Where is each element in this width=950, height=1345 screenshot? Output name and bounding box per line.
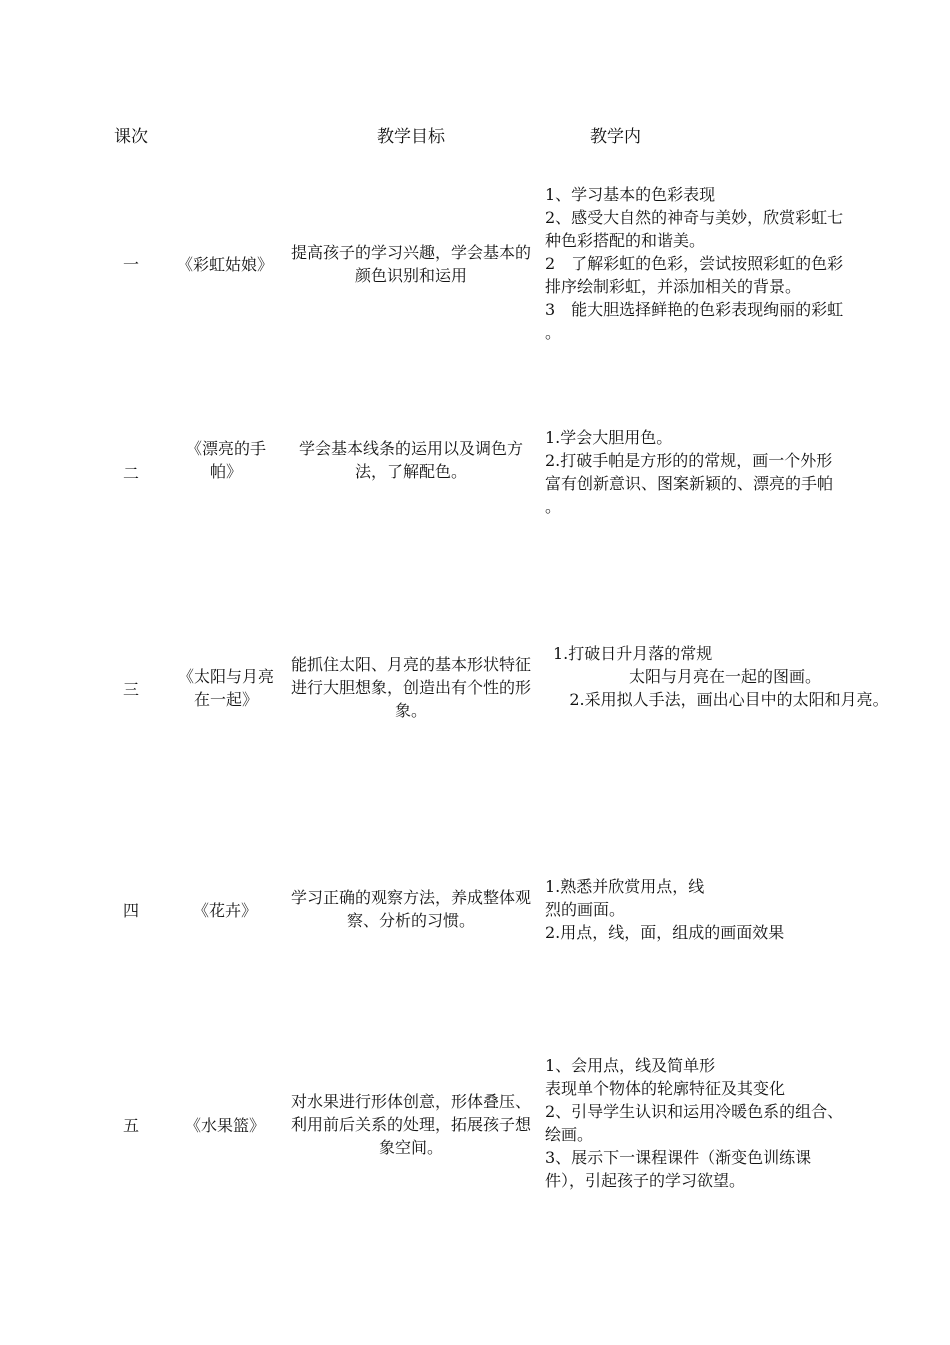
content-line: 2、引导学生认识和运用冷暖色系的组合、	[545, 1102, 844, 1121]
content-line: 1、学习基本的色彩表现	[545, 185, 716, 204]
content-line: 1.学会大胆用色。	[545, 428, 673, 447]
content-line: 1.打破日升月落的常规	[553, 644, 713, 663]
lesson-goal: 对水果进行形体创意，形体叠压、利用前后关系的处理，拓展孩子想象空间。	[290, 1092, 531, 1157]
content-line: 2、感受大自然的神奇与美妙，欣赏彩虹七	[545, 208, 844, 227]
content-line: 表现单个物体的轮廓特征及其变化	[545, 1079, 786, 1098]
content-line: 件），引起孩子的学习欲望。	[545, 1171, 746, 1190]
content-line: 种色彩搭配的和谐美。	[545, 231, 706, 250]
lesson-title: 《太阳与月亮在一起》	[177, 667, 274, 709]
header-lesson: 课次	[114, 127, 148, 147]
lesson-number: 一	[122, 255, 139, 274]
content-line: 2 了解彩虹的色彩，尝试按照彩虹的色彩	[545, 254, 844, 273]
content-line: 2.用点，线，面，组成的画面效果	[545, 923, 785, 942]
content-line: 。	[545, 497, 562, 516]
content-line: 2.采用拟人手法，画出心目中的太阳和月亮。	[569, 690, 889, 709]
lesson-content	[545, 642, 905, 711]
lesson-goal: 能抓住太阳、月亮的基本形状特征进行大胆想象，创造出有个性的形象。	[290, 655, 531, 720]
content-line: 太阳与月亮在一起的图画。	[628, 667, 821, 686]
lesson-number: 二	[122, 464, 139, 483]
content-line: 3 能大胆选择鲜艳的色彩表现绚丽的彩虹	[545, 300, 844, 319]
content-line: 2.打破手帕是方形的的常规，画一个外形	[545, 451, 833, 470]
lesson-goal: 提高孩子的学习兴趣，学会基本的颜色识别和运用	[290, 243, 531, 285]
content-line: 。	[545, 323, 562, 342]
lesson-title: 《漂亮的手帕》	[185, 439, 266, 481]
lesson-content	[545, 875, 905, 944]
content-line: 1、会用点，线及简单形	[545, 1056, 716, 1075]
lesson-number: 五	[122, 1116, 139, 1135]
lesson-number: 四	[122, 901, 139, 920]
lesson-goal: 学会基本线条的运用以及调色方法，了解配色。	[298, 439, 523, 481]
lesson-goal: 学习正确的观察方法，养成整体观察、分析的习惯。	[290, 888, 531, 930]
content-line: 1.熟悉并欣赏用点，线	[545, 877, 705, 896]
lesson-title: 《花卉》	[192, 901, 257, 920]
content-line: 烈的画面。	[545, 900, 626, 919]
content-line: 绘画。	[545, 1125, 594, 1144]
content-line: 富有创新意识、图案新颖的、漂亮的手帕	[545, 474, 834, 493]
lesson-title: 《彩虹姑娘》	[176, 255, 273, 274]
lesson-content	[545, 426, 905, 518]
header-goal: 教学目标	[377, 127, 445, 147]
lesson-content	[545, 1054, 905, 1192]
lesson-content	[545, 183, 905, 344]
content-line: 3、展示下一课程课件（渐变色训练课	[545, 1148, 812, 1167]
content-line: 排序绘制彩虹，并添加相关的背景。	[545, 277, 802, 296]
lesson-title: 《水果篮》	[184, 1116, 265, 1135]
lesson-number: 三	[122, 680, 139, 699]
header-content: 教学内	[590, 127, 641, 147]
